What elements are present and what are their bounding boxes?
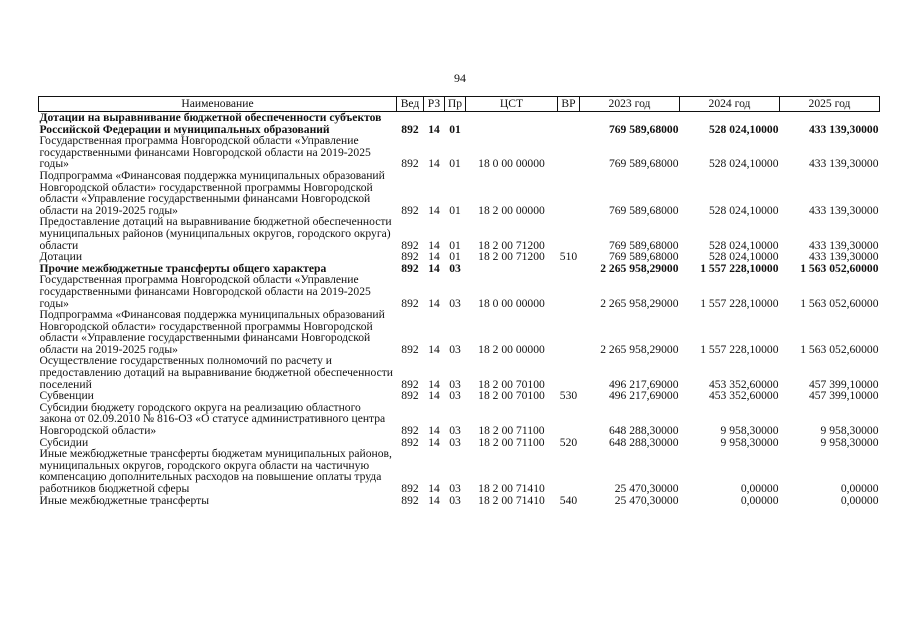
row-amount-2024: 9 958,30000	[720, 424, 779, 438]
row-rz: 14	[428, 342, 440, 356]
row-amount-2023: 769 589,68000	[608, 250, 679, 264]
row-amount-2023: 496 217,69000	[608, 389, 679, 403]
row-name: Подпрограмма «Финансовая поддержка муниципальных образований Новгородской области» государственной программы Новгородской области «Управление государственными финансами Новгородской области на 2019-2025 годы»	[39, 308, 385, 356]
row-amount-2023: 769 589,68000	[608, 157, 679, 171]
row-ved: 892	[401, 389, 419, 403]
row-amount-2024: 528 024,10000	[708, 157, 779, 171]
row-amount-2023: 648 288,30000	[608, 435, 679, 449]
row-amount-2023: 769 589,68000	[608, 203, 679, 217]
row-amount-2024: 1 557 228,10000	[700, 261, 779, 275]
table-row	[39, 448, 880, 494]
row-amount-2024: 0,00000	[740, 493, 779, 507]
row-vr: 510	[559, 250, 578, 264]
table-header-row	[39, 97, 880, 112]
row-vr	[558, 216, 580, 251]
row-amount-2025: 433 139,30000	[808, 203, 879, 217]
row-cst: 18 0 00 00000	[478, 296, 545, 310]
row-pr: 03	[449, 493, 461, 507]
row-name: Государственная программа Новгородской области «Управление государственными финансами Новгородской области на 2019-2025 годы»	[39, 134, 371, 171]
row-cst: 18 2 00 71410	[478, 493, 545, 507]
table-row	[39, 355, 880, 390]
row-amount-2024: 528 024,10000	[708, 122, 779, 136]
header-cst: ЦСТ	[466, 97, 558, 112]
row-pr: 03	[449, 296, 461, 310]
row-rz: 14	[428, 493, 440, 507]
row-ved: 892	[401, 250, 419, 264]
row-cst: 18 2 00 71100	[478, 424, 545, 438]
row-vr	[558, 263, 580, 275]
row-rz: 14	[428, 482, 440, 495]
row-rz: 14	[428, 261, 440, 275]
row-rz: 14	[428, 389, 440, 403]
row-amount-2025: 9 958,30000	[820, 424, 879, 438]
table-row	[39, 170, 880, 216]
row-ved: 892	[401, 342, 419, 356]
row-amount-2025: 433 139,30000	[808, 250, 879, 264]
row-pr: 03	[449, 377, 461, 391]
row-amount-2023: 2 265 958,29000	[600, 261, 679, 275]
row-pr: 01	[449, 122, 461, 136]
row-amount-2025: 457 399,10000	[808, 389, 879, 403]
row-pr: 01	[449, 157, 461, 171]
row-amount-2023: 2 265 958,29000	[600, 342, 679, 356]
row-amount-2025: 0,00000	[840, 482, 879, 495]
row-name: Иные межбюджетные трансферты	[39, 493, 210, 507]
row-amount-2024: 0,00000	[740, 482, 779, 495]
row-cst: 18 2 00 70100	[478, 377, 545, 391]
row-cst: 18 0 00 00000	[478, 157, 545, 171]
row-amount-2025: 9 958,30000	[820, 435, 879, 449]
row-amount-2024: 528 024,10000	[708, 250, 779, 264]
header-2024: 2024 год	[680, 97, 780, 112]
row-name: Субсидии	[39, 435, 89, 449]
row-ved: 892	[401, 493, 419, 507]
row-vr: 530	[559, 389, 578, 403]
header-ved: Вед	[397, 97, 424, 112]
row-vr	[558, 402, 580, 437]
budget-table	[38, 96, 880, 506]
row-rz: 14	[428, 122, 440, 136]
row-name: Иные межбюджетные трансферты бюджетам муниципальных районов, муниципальных округов, городского округа области на частичную компенсацию дополнительных расходов на повышение оплаты труда работников бюджетной сферы	[39, 447, 392, 495]
row-name: Предоставление дотаций на выравнивание бюджетной обеспеченности муниципальных районов (муниципальных округов, городского округа) области	[39, 215, 392, 252]
row-ved: 892	[401, 122, 419, 136]
row-amount-2023: 769 589,68000	[608, 238, 679, 252]
row-pr: 01	[449, 238, 461, 252]
table-row	[39, 495, 880, 507]
row-rz: 14	[428, 296, 440, 310]
row-ved: 892	[401, 435, 419, 449]
row-pr: 03	[449, 342, 461, 356]
row-cst: 18 2 00 71200	[478, 250, 545, 264]
row-cst: 18 2 00 71200	[478, 238, 545, 252]
table-row	[39, 274, 880, 309]
row-rz: 14	[428, 435, 440, 449]
row-amount-2025: 1 563 052,60000	[800, 261, 879, 275]
row-vr	[558, 112, 580, 136]
row-amount-2023: 2 265 958,29000	[600, 296, 679, 310]
row-amount-2025: 433 139,30000	[808, 157, 879, 171]
row-name: Дотации на выравнивание бюджетной обеспеченности субъектов Российской Федерации и муниципальных образований	[39, 111, 382, 136]
row-cst: 18 2 00 71410	[478, 482, 545, 495]
row-cst: 18 2 00 00000	[478, 342, 545, 356]
row-rz: 14	[428, 203, 440, 217]
row-amount-2023: 769 589,68000	[608, 122, 679, 136]
row-cst: 18 2 00 70100	[478, 389, 545, 403]
header-pr: Пр	[445, 97, 466, 112]
row-amount-2023: 496 217,69000	[608, 377, 679, 391]
row-name: Прочие межбюджетные трансферты общего характера	[39, 261, 327, 275]
row-amount-2024: 1 557 228,10000	[700, 342, 779, 356]
table-row	[39, 402, 880, 437]
row-amount-2024: 528 024,10000	[708, 238, 779, 252]
row-vr	[558, 135, 580, 170]
row-cst: 18 2 00 71100	[478, 435, 545, 449]
row-vr: 520	[559, 435, 578, 449]
row-pr: 03	[449, 261, 461, 275]
row-amount-2024: 528 024,10000	[708, 203, 779, 217]
row-rz: 14	[428, 238, 440, 252]
row-vr	[558, 355, 580, 390]
row-amount-2025: 1 563 052,60000	[800, 342, 879, 356]
row-cst: 18 2 00 00000	[478, 203, 545, 217]
row-pr: 01	[449, 203, 461, 217]
row-pr: 03	[449, 435, 461, 449]
row-amount-2025: 1 563 052,60000	[800, 296, 879, 310]
page-number: 94	[454, 71, 466, 85]
row-ved: 892	[401, 238, 419, 252]
row-rz: 14	[428, 424, 440, 438]
row-name: Субсидии бюджету городского округа на реализацию областного закона от 02.09.2010 № 816-ОЗ «О статусе административного центра Новгородской области»	[39, 400, 386, 438]
row-ved: 892	[401, 424, 419, 438]
row-ved: 892	[401, 482, 419, 495]
row-ved: 892	[401, 157, 419, 171]
row-amount-2024: 9 958,30000	[720, 435, 779, 449]
row-cst	[466, 263, 558, 275]
row-amount-2023: 648 288,30000	[608, 424, 679, 438]
row-amount-2023: 25 470,30000	[614, 493, 679, 507]
row-vr: 540	[559, 493, 578, 507]
row-name: Подпрограмма «Финансовая поддержка муниципальных образований Новгородской области» государственной программы Новгородской области «Управление государственными финансами Новгородской области на 2019-2025 годы»	[39, 168, 385, 217]
table-row	[39, 251, 880, 263]
row-ved: 892	[401, 203, 419, 217]
row-rz: 14	[428, 250, 440, 264]
header-2025: 2025 год	[780, 97, 880, 112]
row-name: Осуществление государственных полномочий по расчету и предоставлению дотаций на выравнивание бюджетной обеспеченности поселений	[39, 354, 393, 391]
row-cst	[466, 112, 558, 136]
row-pr: 03	[449, 482, 461, 495]
row-vr	[558, 170, 580, 216]
header-vr: ВР	[558, 97, 580, 112]
table-row	[39, 309, 880, 355]
row-ved: 892	[401, 377, 419, 391]
row-amount-2025: 0,00000	[840, 493, 879, 507]
table-row	[39, 216, 880, 251]
row-vr	[558, 448, 580, 494]
row-amount-2024: 453 352,60000	[708, 377, 779, 391]
row-vr	[558, 274, 580, 309]
row-amount-2023: 25 470,30000	[614, 482, 679, 495]
table-body	[39, 112, 880, 507]
table-row	[39, 112, 880, 136]
row-amount-2025: 433 139,30000	[808, 238, 879, 252]
header-2023: 2023 год	[580, 97, 680, 112]
row-name: Государственная программа Новгородской области «Управление государственными финансами Новгородской области на 2019-2025 годы»	[39, 273, 371, 310]
row-name: Субвенции	[39, 389, 94, 403]
header-name: Наименование	[39, 97, 397, 112]
row-amount-2025: 433 139,30000	[808, 122, 879, 136]
row-pr: 03	[449, 389, 461, 403]
row-amount-2025: 457 399,10000	[808, 377, 879, 391]
row-pr: 03	[449, 424, 461, 438]
row-rz: 14	[428, 377, 440, 391]
row-pr: 01	[449, 250, 461, 264]
row-name: Дотации	[39, 250, 83, 264]
row-rz: 14	[428, 157, 440, 171]
row-vr	[558, 309, 580, 355]
table-row	[39, 135, 880, 170]
row-amount-2024: 1 557 228,10000	[700, 296, 779, 310]
row-ved: 892	[401, 296, 419, 310]
row-ved: 892	[401, 261, 419, 275]
row-amount-2024: 453 352,60000	[708, 389, 779, 403]
header-rz: РЗ	[424, 97, 445, 112]
